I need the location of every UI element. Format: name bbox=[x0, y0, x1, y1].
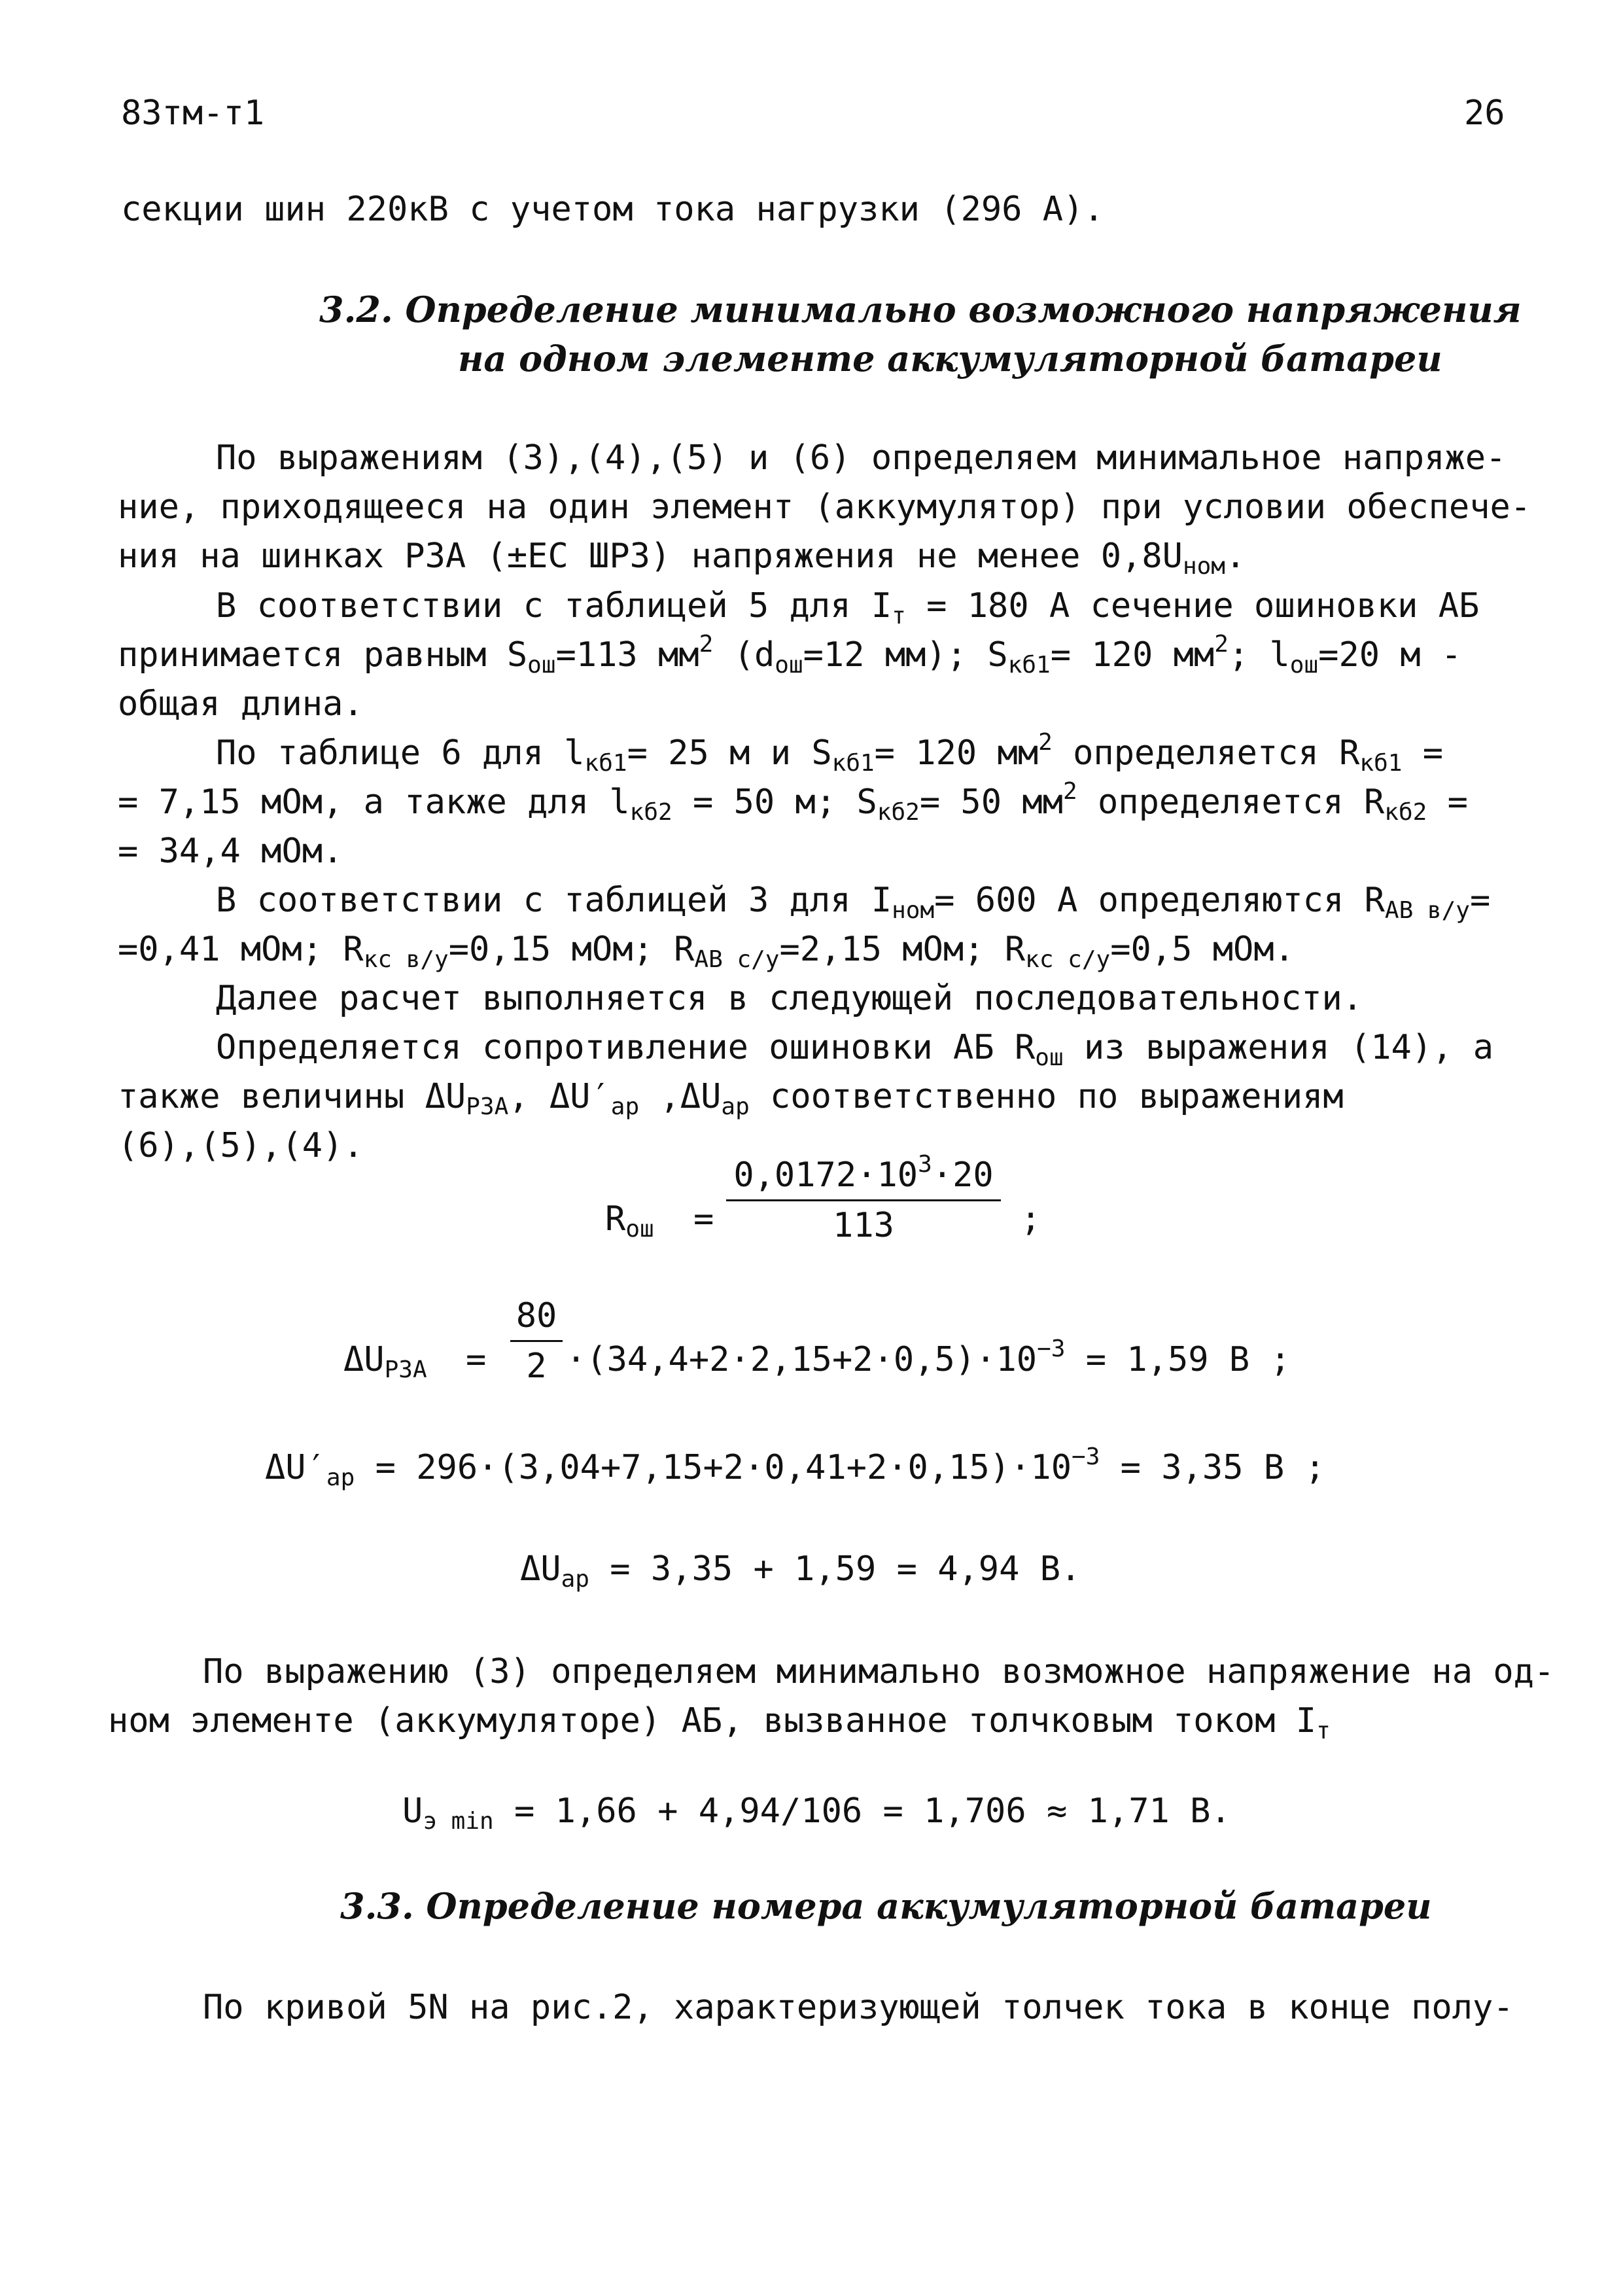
paragraph-2-line-3: общая длина. bbox=[118, 684, 364, 724]
paragraph-4-line-1: В соответствии с таблицей 3 для $I_{ном}= 600$ А определяются $R_{АВ в/у}=$ bbox=[216, 881, 1491, 924]
equation-du-rza-fraction bbox=[510, 1296, 563, 1386]
equation-r-osh-end: ; bbox=[1021, 1199, 1041, 1239]
paragraph-3-line-2: = 7,15 мОм, а также для $l_{кб2} = 50$ м; $S_{кб2}= 50$ $мм^2$ определяется $R_{кб2}$ = bbox=[118, 778, 1468, 826]
last-line: По кривой 5N на рис.2, характеризующей толчек тока в конце полу- bbox=[203, 1988, 1514, 2027]
equation-r-osh-equals: = bbox=[693, 1199, 714, 1239]
equation-du-ar-prime: $\Delta U'_{ар} = 296\cdot(3,04+7,15+2\cdot 0,41+2\cdot 0,15)\cdot 10^{-3} = 3,35$ В ; bbox=[265, 1443, 1325, 1491]
intro-line: секции шин 220кВ с учетом тока нагрузки (296 А). bbox=[121, 190, 1104, 229]
equation-du-rza-lhs: $\Delta U_{РЗА}$ bbox=[343, 1340, 427, 1383]
paragraph-6-line-1: Определяется сопротивление ошиновки АБ $R_{ош}$ из выражения (14), а bbox=[216, 1028, 1494, 1071]
fraction-bar bbox=[510, 1340, 563, 1342]
section-3-2-title-line-2: на одном элементе аккумуляторной батареи bbox=[458, 338, 1442, 380]
paragraph-3-line-1: По таблице 6 для $l_{кб1}= 25$ м и $S_{кб1}= 120$ $мм^2$ определяется $R_{кб1}$ = bbox=[216, 729, 1444, 777]
paragraph-1-line-1: По выражениям (3),(4),(5) и (6) определяем минимальное напряже- bbox=[216, 438, 1507, 478]
paragraph-4-line-2: =0,41 мОм; $R_{кс в/у}=0,15$ мОм; $R_{АВ с/у}=2,15$ мОм; $R_{кс с/у}=0,5$ мОм. bbox=[118, 930, 1295, 973]
page-number: 26 bbox=[1464, 94, 1505, 133]
equation-du-rza-denominator: 2 bbox=[526, 1347, 547, 1386]
equation-du-ar: $\Delta U_{ар} = 3,35 + 1,59 = 4,94$ В. bbox=[520, 1549, 1081, 1593]
paragraph-6-line-2: также величины $\Delta U_{РЗА}$, $\Delta U'_{ар}$ $,\Delta U_{ар}$ соответственно по выражениям bbox=[118, 1077, 1344, 1120]
paragraph-5-line-1: Далее расчет выполняется в следующей последовательности. bbox=[216, 979, 1363, 1018]
equation-du-rza-rhs: $\cdot(34,4+2\cdot 2,15+2\cdot 0,5)\cdot 10^{-3} = 1,59$ В ; bbox=[566, 1335, 1291, 1379]
equation-r-osh-denominator: 113 bbox=[833, 1206, 894, 1245]
section-3-3-title: 3.3. Определение номера аккумуляторной батареи bbox=[340, 1885, 1432, 1927]
paragraph-6-line-3: (6),(5),(4). bbox=[118, 1126, 364, 1165]
equation-du-rza-equals: = bbox=[466, 1340, 487, 1379]
paragraph-1-line-2: ние, приходящееся на один элемент (аккумулятор) при условии обеспече- bbox=[118, 487, 1531, 527]
equation-u-min: $U_{э min} = 1,66 + 4,94/106 = 1,706 \approx 1,71$ В. bbox=[402, 1792, 1231, 1835]
equation-r-osh-lhs: $R_{ош}$ bbox=[605, 1199, 654, 1243]
fraction-bar bbox=[726, 1199, 1001, 1201]
equation-du-rza-numerator: 80 bbox=[515, 1296, 557, 1335]
paragraph-2-line-2: принимается равным $S_{ош}=113$ $мм^2$ ($d_{ош}=12$ мм); $S_{кб1}= 120$ $мм^2$; $l_{ош}=20$ м - bbox=[118, 631, 1462, 679]
paragraph-7-line-1: По выражению (3) определяем минимально возможное напряжение на од- bbox=[203, 1652, 1555, 1691]
paragraph-1-line-3: ния на шинках РЗА (±ЕС ШРЗ) напряжения не менее $0,8U_{ном}$. bbox=[118, 537, 1246, 580]
document-code: 83тм-т1 bbox=[121, 94, 265, 133]
section-3-2-title-line-1: 3.2. Определение минимально возможного напряжения bbox=[319, 289, 1522, 330]
equation-r-osh-numerator: $0,0172\cdot 10^3\cdot 20$ bbox=[733, 1151, 994, 1195]
paragraph-7-line-2: ном элементе (аккумуляторе) АБ, вызванное толчковым током $I_т$ bbox=[108, 1701, 1331, 1744]
paragraph-2-line-1: В соответствии с таблицей 5 для $I_т = 180$ А сечение ошиновки АБ bbox=[216, 586, 1480, 629]
paragraph-3-line-3: = 34,4 мОм. bbox=[118, 832, 343, 871]
equation-r-osh-fraction bbox=[726, 1151, 1001, 1246]
